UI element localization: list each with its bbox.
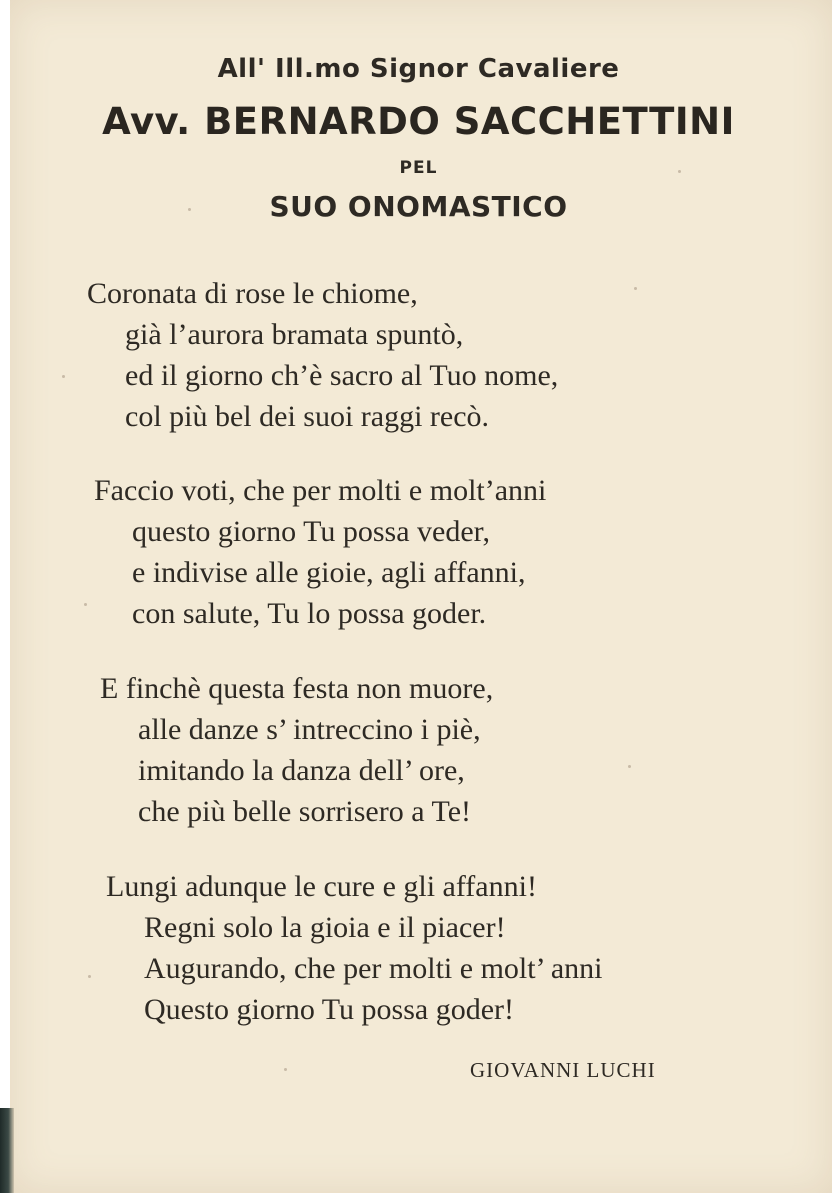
poem-line: Faccio voti, che per molti e molt’anni [94,474,547,507]
poem-line: Questo giorno Tu possa goder! [144,993,515,1026]
poem-line: Coronata di rose le chiome, [87,277,418,310]
dedication-line: All' Ill.mo Signor Cavaliere [217,54,620,84]
poem-line: Regni solo la gioia e il piacer! [144,911,506,944]
recipient-name: Avv. BERNARDO SACCHETTINI [102,100,735,143]
poem-stanza-2 [94,470,546,634]
poem-stanza-3 [100,668,493,832]
scan-edge [0,1108,14,1193]
poem-stanza-1 [87,273,558,437]
poem-line: Lungi adunque le cure e gli affanni! [106,870,537,903]
poem-line: che più belle sorrisero a Te! [138,795,472,828]
poem-line: imitando la danza dell’ ore, [138,754,465,787]
poem-line: questo giorno Tu possa veder, [132,515,490,548]
paper-speck [84,603,87,606]
poem-line: E finchè questa festa non muore, [100,672,494,705]
paper-speck [628,765,631,768]
poem-line: ed il giorno ch’è sacro al Tuo nome, [125,359,559,392]
poem-line: col più bel dei suoi raggi recò. [125,400,490,433]
pel-word: PEL [399,158,438,178]
poem-stanza-4 [106,866,602,1030]
poem-line: con salute, Tu lo possa goder. [132,597,487,630]
paper-speck [88,975,91,978]
paper-speck [62,375,65,378]
poem-line: già l’aurora bramata spuntò, [125,318,464,351]
poem-line: Augurando, che per molti e molt’ anni [144,952,603,985]
paper-speck [284,1068,287,1071]
poem-line: alle danze s’ intreccino i piè, [138,713,481,746]
occasion-title: SUO ONOMASTICO [269,190,568,223]
poem-line: e indivise alle gioie, agli affanni, [132,556,526,589]
author-signature: GIOVANNI LUCHI [470,1058,656,1082]
paper-speck [634,287,637,290]
